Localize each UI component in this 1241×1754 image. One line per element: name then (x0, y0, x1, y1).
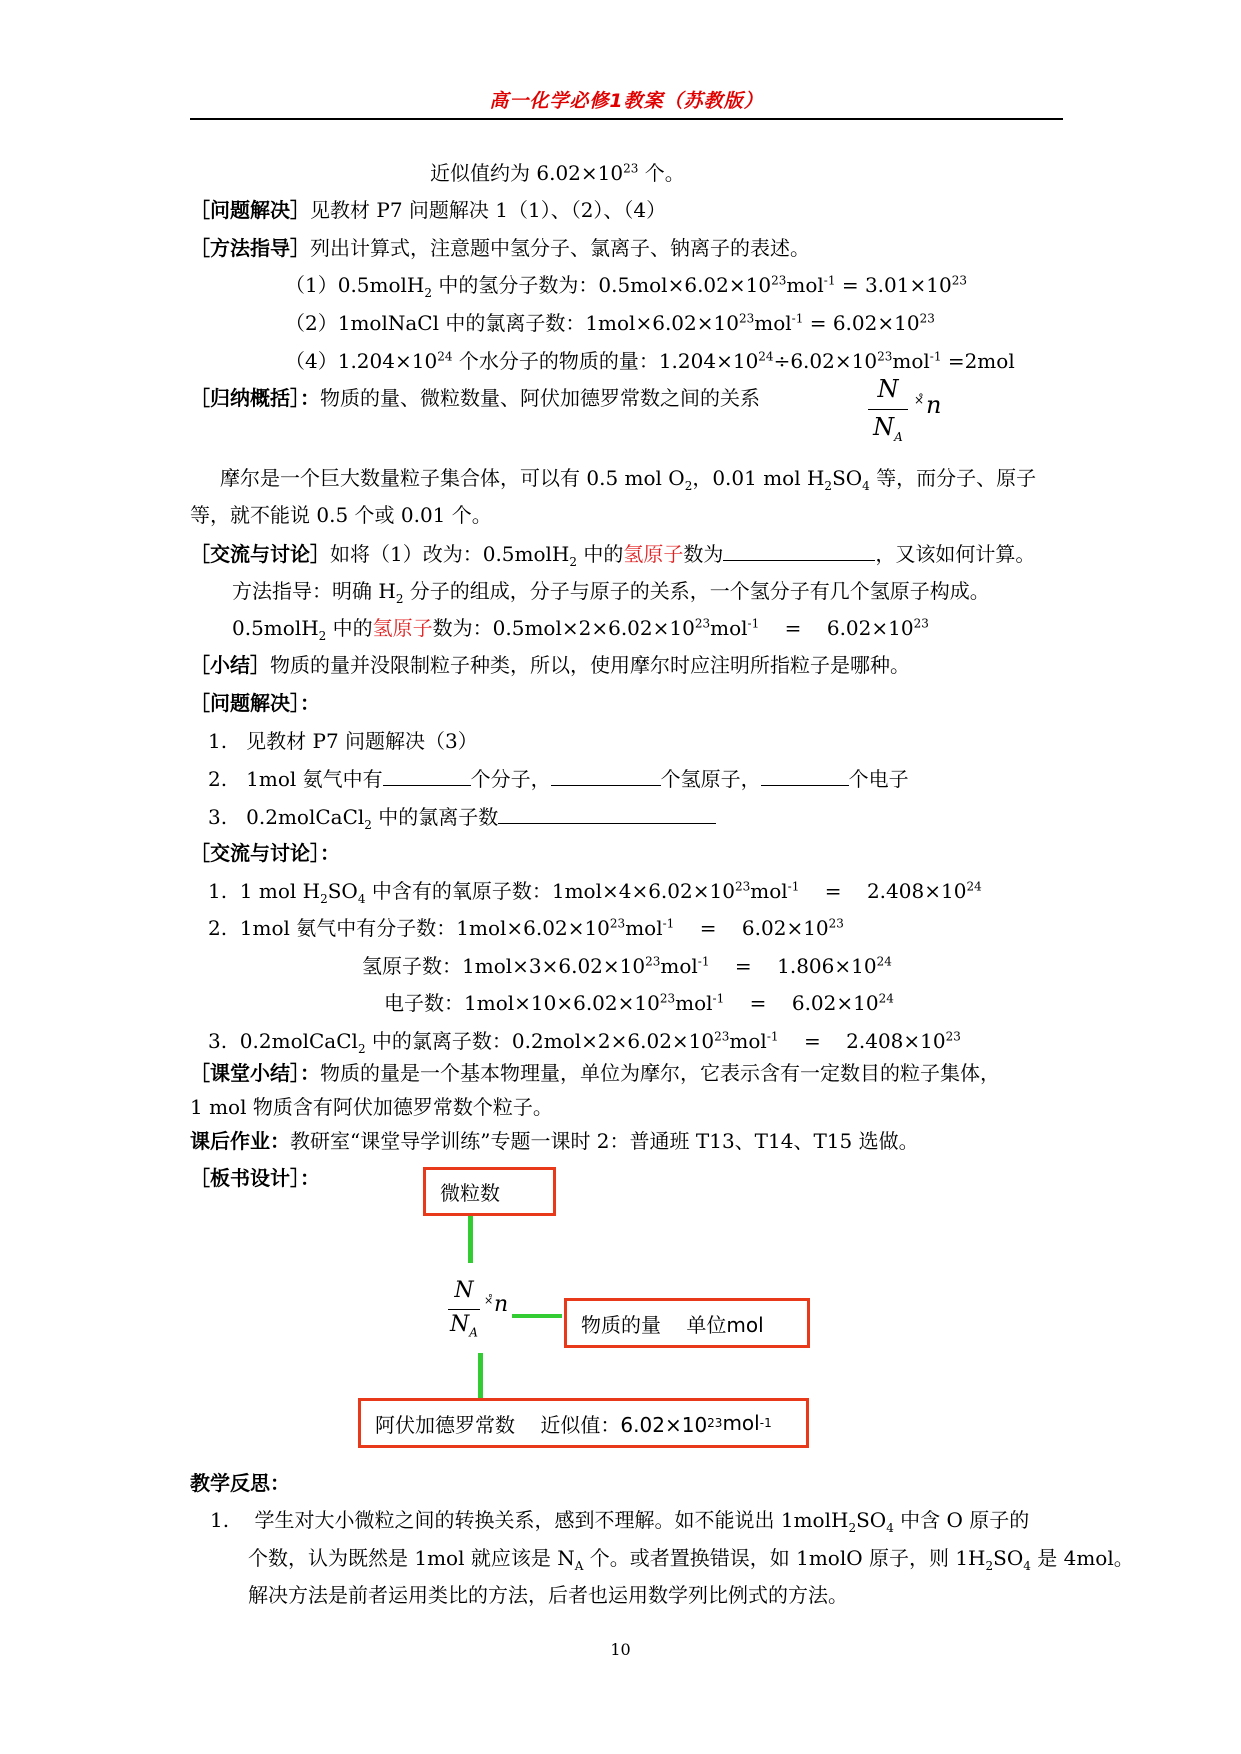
box-amount-of-substance: 物质的量 单位mol (564, 1298, 810, 1348)
answer-2: 2. 1mol 氨气中有分子数：$1mol\times 6.02\times 10^{23}mol^{-1}$ = $6.02\times 10^{23}$ (208, 916, 844, 940)
answer-1: 1. 1 mol $H_2SO_4$ 中含有的氧原子数：$1mol\times 4\times 6.02\times 10^{23}mol^{-1}$ = $2.408\times 10^{24}$ (208, 879, 982, 906)
formula-numerator: N (877, 375, 899, 403)
fraction-bar (868, 409, 908, 410)
connector-top (468, 1216, 473, 1263)
question-2: 2. 1mol 氨气中有 个分子， 个氢原子， 个电子 (208, 767, 909, 791)
blank-molecules (383, 765, 471, 786)
relation-formula-diagram (448, 1278, 518, 1348)
approx-line: 近似值约为 $6.02\times 10^{23}$ 个。 (430, 161, 685, 185)
connector-bottom (478, 1353, 483, 1398)
answer-2-hydrogen: 氢原子数：$1mol\times 3\times 6.02\times 10^{23}mol^{-1}$ = $1.806\times 10^{24}$ (362, 954, 892, 978)
class-summary-line-2: 1 mol 物质含有阿伏加德罗常数个粒子。 (190, 1095, 553, 1119)
mole-note-line-2: 等，就不能说 0.5 个或 0.01 个。 (190, 503, 492, 527)
mole-note-line-1: 摩尔是一个巨大数量粒子集合体，可以有 0.5 mol $O_2$，0.01 mol $H_2SO_4$ 等，而分子、原子 (220, 466, 1037, 493)
calc-line-1: （1）0.5molH$_2$ 中的氢分子数为：$0.5mol\times 6.02\times 10^{23}mol^{-1} = 3.01\times 10^{23}$ (285, 273, 967, 300)
discussion-heading-2: ［交流与讨论］： (190, 841, 340, 865)
homework-line: 课后作业：教研室“课堂导学训练”专题一课时 2：普通班 T13、T14、T15 选做。 (190, 1129, 919, 1153)
reflection-line-2: 个数，认为既然是 1mol 就应该是 $N_A$ 个。或者置换错误，如 1molO 原子，则 $1H_2SO_4$ 是 4mol。 (248, 1546, 1134, 1573)
summary-relation-line: ［归纳概括］：物质的量、微粒数量、阿伏加德罗常数之间的关系 (190, 386, 760, 410)
diagram-fraction-bar (448, 1309, 480, 1310)
formula-n: n (926, 391, 942, 419)
diagram-relation-mark: ×̊ (484, 1294, 494, 1307)
box-avogadro-constant: 阿伏加德罗常数 近似值：6.02×10 23 mol -1 (358, 1398, 809, 1448)
blank-chloride-ions (498, 803, 716, 824)
discussion-line-1: ［交流与讨论］如将（1）改为：0.5molH$_2$ 中的氢原子数为 ，又该如何计算。 (190, 542, 1036, 569)
connector-right (512, 1314, 562, 1318)
header-rule (190, 118, 1063, 120)
blank-hydrogen-atoms (551, 765, 661, 786)
relation-formula-top (868, 375, 958, 453)
page-number: 10 (610, 1640, 631, 1659)
teaching-reflection-heading: 教学反思： (190, 1471, 290, 1495)
blank-electrons (761, 765, 849, 786)
diagram-formula-n: n (494, 1292, 509, 1317)
answer-3: 3. 0.2molCaCl$_2$ 中的氯离子数：$0.2mol\times 2\times 6.02\times 10^{23}mol^{-1}$ = $2.408\times 10^{23}$ (208, 1029, 961, 1056)
calc-line-4: $(4)1.204\times 10^{24}$ 个水分子的物质的量：$1.204\times 10^{24}\div 6.02\times 10^{23}mol^{-1} =2mol$ (285, 349, 1015, 373)
problem-solving-heading-2: ［问题解决］： (190, 691, 320, 715)
answer-blank (723, 540, 875, 561)
diagram-formula-denominator: $N_A$ (450, 1312, 478, 1340)
method-guide-line: ［方法指导］列出计算式，注意题中氢分子、氯离子、钠离子的表述。 (190, 236, 810, 260)
method-guide-line-2: 方法指导：明确 $H_2$ 分子的组成，分子与原子的关系，一个氢分子有几个氢原子构成。 (232, 579, 990, 606)
class-summary-line: ［课堂小结］：物质的量是一个基本物理量，单位为摩尔，它表示含有一定数目的粒子集体， (190, 1061, 1000, 1085)
problem-solving-line: ［问题解决］见教材 P7 问题解决 1（1）、（2）、（4） (190, 198, 667, 222)
short-summary-line: ［小结］物质的量并没限制粒子种类，所以，使用摩尔时应注明所指粒子是哪种。 (190, 653, 910, 677)
reflection-line-1: 1. 学生对大小微粒之间的转换关系，感到不理解。如不能说出 $1molH_2SO_4$ 中含 O 原子的 (210, 1508, 1030, 1535)
header-title: 高一化学必修1教案（苏教版） (489, 90, 764, 112)
formula-denominator: $N_A$ (873, 413, 903, 444)
board-design-heading: ［板书设计］： (190, 1166, 320, 1190)
question-1: 1. 见教材 P7 问题解决（3） (208, 729, 478, 753)
relation-mark: ×̊ (914, 393, 925, 407)
hydrogen-atom-line: 0.5molH$_2$ 中的氢原子数为：$0.5mol\times 2\times 6.02\times 10^{23}mol^{-1}$ = $6.02\times 10^{23}$ (232, 616, 929, 643)
diagram-formula-numerator: N (454, 1278, 474, 1303)
question-3: 3. 0.2molCaCl$_2$ 中的氯离子数 (208, 803, 716, 830)
reflection-line-3: 解决方法是前者运用类比的方法，后者也运用数学列比例式的方法。 (248, 1583, 848, 1607)
answer-2-electrons: 电子数：$1mol\times 10\times 6.02\times 10^{23}mol^{-1}$ = $6.02\times 10^{24}$ (384, 991, 894, 1015)
box-particle-count: 微粒数 (423, 1167, 556, 1216)
calc-line-2: （2）1molNaCl 中的氯离子数：$1mol\times 6.02\times 10^{23}mol^{-1} = 6.02\times 10^{23}$ (285, 311, 935, 335)
